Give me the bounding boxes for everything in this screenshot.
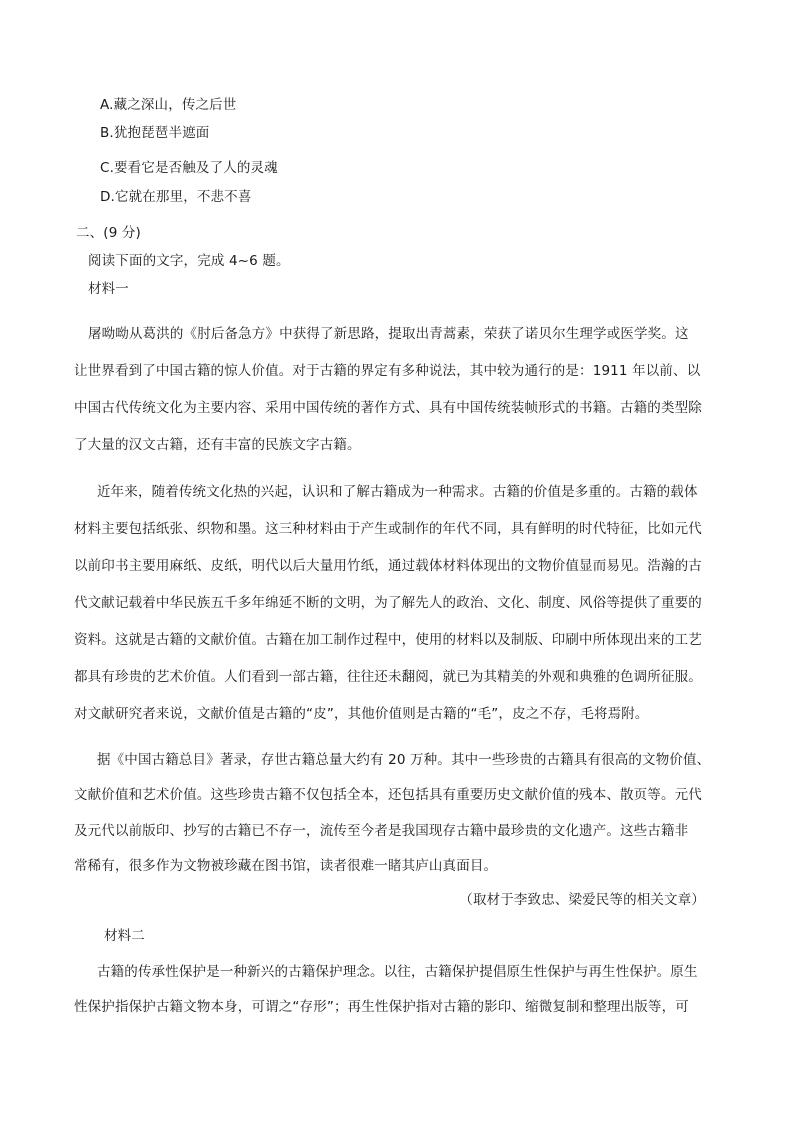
section-heading: 二、(9 分): [76, 225, 141, 241]
m1-p2-line-3: 以前印书主要用麻纸、皮纸，明代以后大量用竹纸，通过载体材料体现出的文物价值显而易见。浩瀚的古: [74, 558, 702, 574]
m1-p1-line-4: 了大量的汉文古籍，还有丰富的民族文字古籍。: [74, 437, 361, 453]
m1-p2-line-1: 近年来，随着传统文化热的兴起，认识和了解古籍成为一种需求。古籍的价值是多重的。古籍的载体: [97, 484, 698, 500]
material-two-title: 材料二: [104, 928, 145, 944]
m1-p3-line-1: 据《中国古籍总目》著录，存世古籍总量大约有 20 万种。其中一些珍贵的古籍具有很高的文物价值、: [97, 752, 711, 768]
option-d: D.它就在那里，不悲不喜: [100, 189, 252, 205]
m1-p3-line-2: 文献价值和艺术价值。这些珍贵古籍不仅包括全本，还包括具有重要历史文献价值的残本、散页等。元代: [74, 787, 702, 803]
m1-p2-line-7: 对文献研究者来说，文献价值是古籍的“皮”，其他价值则是古籍的“毛”，皮之不存，毛将焉附。: [74, 706, 649, 722]
option-a: A.藏之深山，传之后世: [100, 97, 237, 113]
option-b: B.犹抱琵琶半遮面: [100, 125, 210, 141]
m1-p1-line-2: 让世界看到了中国古籍的惊人价值。对于古籍的界定有多种说法，其中较为通行的是：1911 年以前、以: [74, 363, 701, 379]
option-c: C.要看它是否触及了人的灵魂: [100, 160, 278, 176]
m1-p2-line-4: 代文献记载着中华民族五千多年绵延不断的文明，为了解先人的政治、文化、制度、风俗等提供了重要的: [74, 595, 702, 611]
m1-p2-line-6: 都具有珍贵的艺术价值。人们看到一部古籍，往往还未翻阅，就已为其精美的外观和典雅的色调所征服。: [74, 669, 702, 685]
m1-p3-line-3: 及元代以前版印、抄写的古籍已不存一，流传至今者是我国现存古籍中最珍贵的文化遗产。这些古籍非: [74, 823, 689, 839]
m2-p1-line-2: 性保护指保护古籍文物本身，可谓之“存形”；再生性保护指对古籍的影印、缩微复制和整理出版等，可: [74, 999, 689, 1015]
m2-p1-line-1: 古籍的传承性保护是一种新兴的古籍保护理念。以往，古籍保护提倡原生性保护与再生性保护。原生: [97, 964, 698, 980]
section-instruction: 阅读下面的文字，完成 4~6 题。: [88, 253, 290, 269]
m1-p2-line-2: 材料主要包括纸张、织物和墨。这三种材料由于产生或制作的年代不同，具有鲜明的时代特征，比如元代: [74, 521, 702, 537]
material-one-title: 材料一: [88, 281, 129, 297]
m1-p3-line-4: 常稀有，很多作为文物被珍藏在图书馆，读者很难一睹其庐山真面目。: [74, 858, 498, 874]
m1-p2-line-5: 资料。这就是古籍的文献价值。古籍在加工制作过程中，使用的材料以及制版、印刷中所体现出来的工艺: [74, 632, 702, 648]
m1-p1-line-3: 中国古代传统文化为主要内容、采用中国传统的著作方式、具有中国传统装帧形式的书籍。古籍的类型除: [74, 400, 702, 416]
m1-p1-line-1: 屠呦呦从葛洪的《肘后备急方》中获得了新思路，提取出青蒿素，荣获了诺贝尔生理学或医学奖。这: [88, 326, 689, 342]
source-attribution: （取材于李致忠、梁爱民等的相关文章）: [459, 892, 705, 908]
